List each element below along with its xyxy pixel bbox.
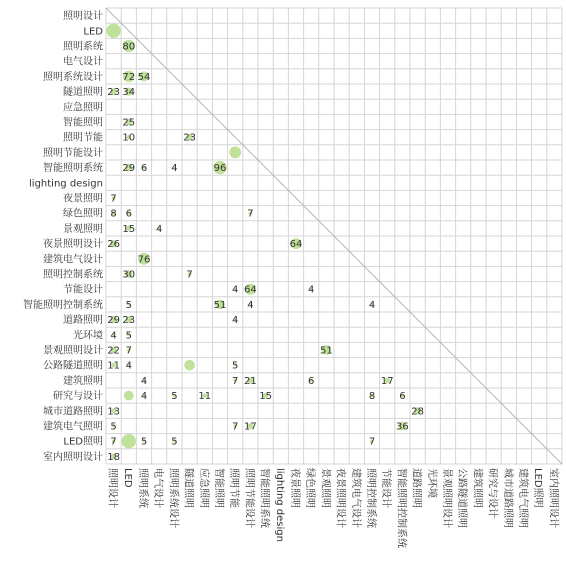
cell-value-label: 23	[122, 315, 136, 327]
row-label: lighting design	[29, 178, 103, 190]
column-label: 照明控制系统	[365, 468, 376, 528]
cell-value-label: 15	[122, 223, 136, 235]
cell-value-label: 7	[110, 193, 117, 205]
cell-value-label: 76	[137, 254, 151, 266]
cell-value-label: 4	[156, 223, 163, 235]
row-label: 夜景照明设计	[43, 239, 103, 251]
cell-value-label: 5	[110, 421, 117, 433]
cell-value-label: 7	[110, 436, 117, 448]
row-label: 景观照明	[63, 223, 103, 235]
column-label: 照明系统设计	[167, 468, 179, 528]
cell-value-label: 13	[107, 406, 120, 418]
column-label: 景观照明设计	[441, 468, 452, 528]
cell-value-label: 7	[232, 421, 239, 433]
column-label: 绿色照明	[304, 468, 316, 508]
cell-value-label: 8	[368, 391, 376, 403]
row-label: 节能设计	[63, 284, 103, 296]
cell-value-label: 7	[368, 436, 376, 448]
row-label: 光环境	[73, 330, 103, 342]
row-label: 智能照明	[63, 117, 103, 129]
column-label: 夜景照明	[289, 468, 300, 508]
cell-value-label: 4	[247, 299, 254, 311]
row-label: 应急照明	[63, 102, 103, 114]
cell-value-label: 30	[122, 269, 136, 281]
row-label: 照明系统设计	[43, 71, 103, 83]
column-labels	[107, 468, 561, 548]
cell-value-label: 96	[213, 163, 227, 175]
row-label: 照明节能设计	[43, 147, 103, 159]
cell-value-label: 29	[122, 163, 136, 175]
cell-value-label: 34	[122, 87, 136, 99]
row-label: 照明控制系统	[43, 269, 103, 281]
cell-value-label: 6	[308, 375, 315, 387]
cell-value-label: 17	[244, 421, 257, 433]
row-label: 研究与设计	[53, 391, 103, 403]
cell-value-label: 11	[198, 391, 212, 403]
row-label: 智能照明系统	[43, 163, 103, 175]
cell-value-label: 21	[244, 375, 257, 387]
row-label: 室内照明设计	[43, 451, 103, 463]
column-label: 智能照明	[213, 468, 224, 508]
cell-value-label: 7	[232, 375, 239, 387]
cell-value-label: 23	[107, 87, 120, 99]
column-label: 室内照明设计	[547, 468, 559, 528]
bubble-mark	[229, 146, 241, 158]
matrix-values	[107, 42, 424, 463]
row-label: 夜景照明	[63, 193, 103, 205]
row-label: 景观照明设计	[43, 345, 103, 357]
column-label: 智能照明系统	[258, 468, 270, 528]
cell-value-label: 4	[232, 284, 239, 296]
cell-value-label: 64	[289, 239, 303, 251]
cell-value-label: 6	[399, 391, 406, 403]
cell-value-label: 4	[232, 315, 239, 327]
cell-value-label: 6	[140, 163, 148, 175]
cell-value-label: 26	[107, 239, 120, 251]
column-label: 隧道照明	[182, 468, 194, 508]
column-label: 智能照明控制系统	[395, 468, 407, 548]
column-label: 电气设计	[152, 468, 164, 508]
column-label: LED	[121, 468, 133, 488]
row-label: 绿色照明	[63, 208, 103, 220]
row-label: 建筑电气设计	[43, 254, 103, 266]
column-label: 照明设计	[106, 468, 118, 508]
column-label: 应急照明	[197, 468, 209, 508]
cell-value-label: 6	[125, 208, 132, 220]
row-label: 建筑照明	[63, 375, 103, 387]
bubble-mark	[106, 24, 120, 38]
cell-value-label: 4	[140, 391, 148, 403]
cell-value-label: 64	[244, 284, 257, 296]
cell-value-label: 4	[110, 330, 117, 342]
cell-value-label: 15	[259, 391, 272, 403]
cell-value-label: 7	[186, 269, 193, 281]
column-label: 建筑电气照明	[517, 468, 528, 528]
column-label: 建筑照明	[471, 468, 483, 508]
row-label: 隧道照明	[63, 87, 103, 99]
cell-value-label: 5	[125, 330, 132, 342]
row-labels	[23, 9, 103, 463]
column-label: 城市道路照明	[501, 468, 513, 528]
column-label: 照明节能设计	[243, 468, 255, 528]
cell-value-label: 5	[232, 360, 239, 372]
bubble-mark	[124, 391, 134, 401]
cell-value-label: 5	[140, 436, 148, 448]
row-label: 智能照明控制系统	[23, 299, 103, 311]
column-label: 公路隧道照明	[456, 468, 468, 528]
cell-value-label: 51	[320, 345, 333, 357]
cell-value-label: 4	[171, 163, 178, 175]
column-label: 研究与设计	[486, 468, 498, 518]
row-label: LED	[83, 26, 103, 38]
cell-value-label: 7	[125, 345, 132, 357]
column-label: 建筑电气设计	[349, 468, 361, 528]
cell-value-label: 51	[213, 299, 227, 311]
cell-value-label: 54	[137, 71, 151, 83]
row-label: 城市道路照明	[43, 406, 103, 418]
cell-value-label: 4	[140, 375, 148, 387]
cell-value-label: 29	[107, 315, 120, 327]
bubble-mark	[184, 360, 195, 371]
cell-value-label: 10	[122, 132, 136, 144]
row-label: LED照明	[63, 436, 103, 448]
cell-value-label: 72	[122, 71, 136, 83]
row-label: 照明系统	[63, 41, 103, 53]
cell-value-label: 4	[368, 299, 376, 311]
cell-value-label: 23	[183, 132, 196, 144]
row-label: 公路隧道照明	[43, 360, 103, 372]
cell-value-label: 28	[411, 406, 424, 418]
cell-value-label: 5	[125, 299, 132, 311]
row-label: 建筑电气照明	[43, 421, 103, 433]
column-label: 夜景照明设计	[334, 468, 346, 528]
cell-value-label: 25	[122, 117, 136, 129]
cell-value-label: 80	[122, 41, 136, 53]
column-label: LED照明	[532, 468, 544, 508]
bubble-mark	[122, 434, 136, 448]
cell-value-label: 5	[171, 391, 178, 403]
row-label: 电气设计	[63, 56, 103, 68]
column-label: 景观照明	[319, 468, 331, 508]
row-label: 照明节能	[63, 132, 103, 144]
row-label: 道路照明	[63, 315, 103, 327]
cell-value-label: 18	[107, 451, 120, 463]
column-label: 照明系统	[137, 468, 148, 508]
cell-value-label: 5	[171, 436, 178, 448]
cell-value-label: 4	[308, 284, 315, 296]
column-label: lighting design	[273, 468, 285, 542]
row-label: 照明设计	[63, 11, 103, 23]
column-label: 照明节能	[228, 468, 240, 508]
cell-value-label: 22	[107, 345, 120, 357]
cell-value-label: 4	[125, 360, 132, 372]
cell-value-label: 17	[380, 375, 394, 387]
cell-value-label: 8	[110, 208, 117, 220]
cell-value-label: 11	[107, 360, 120, 372]
cell-value-label: 7	[247, 208, 254, 220]
column-label: 道路照明	[410, 468, 422, 508]
column-label: 光环境	[425, 468, 437, 498]
column-label: 节能设计	[380, 468, 392, 508]
cell-value-label: 36	[396, 421, 409, 433]
